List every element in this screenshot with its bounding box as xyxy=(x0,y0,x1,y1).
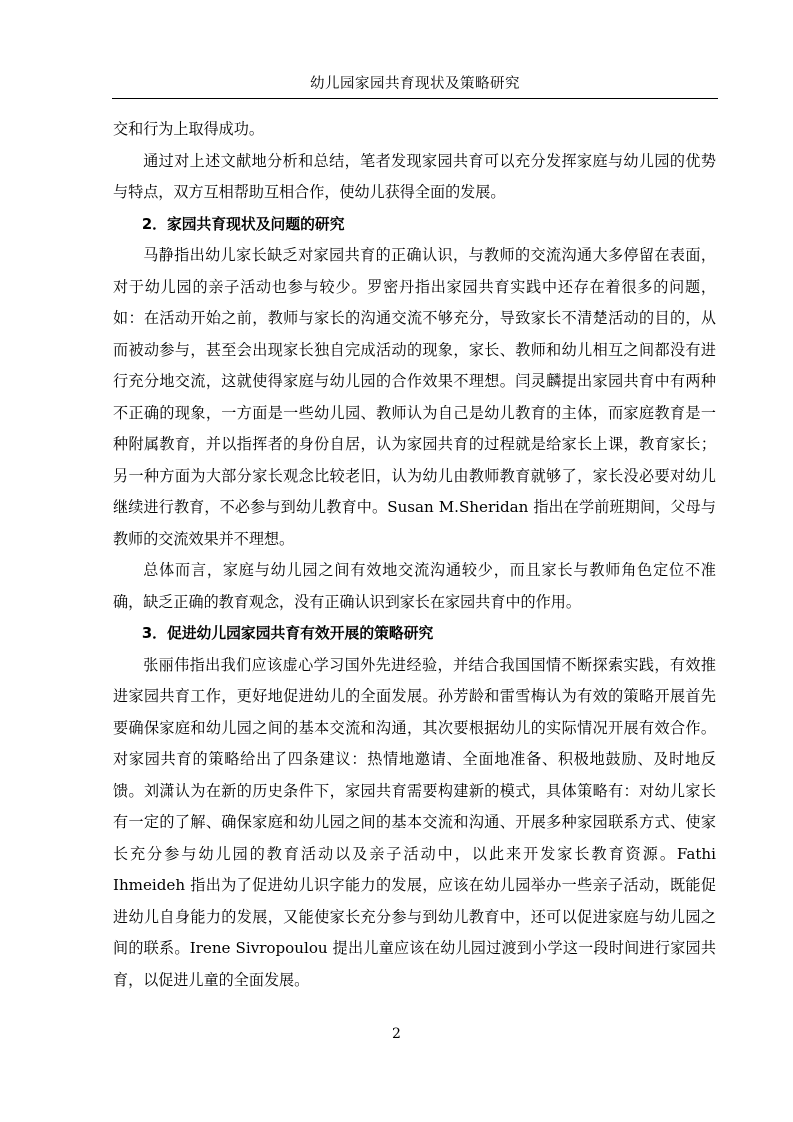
page-number: 2 xyxy=(392,1026,401,1042)
running-header: 幼儿园家园共育现状及策略研究 xyxy=(310,76,520,92)
paragraph-status-problems: 马静指出幼儿家长缺乏对家园共育的正确认识，与教师的交流沟通大多停留在表面，对于幼儿园的亲子活动也参与较少。罗密丹指出家园共育实践中还存在着很多的问题，如：在活动开始之前，教师与家长的沟通交流不够充分，导致家长不清楚活动的目的，从而被动参与，甚至会出现家长独自完成活动的现象，家长、教师和幼儿相互之间都没有进行充分地交流，这就使得家庭与幼儿园的合作效果不理想。闫灵麟提出家园共育中有两种不正确的现象，一方面是一些幼儿园、教师认为自己是幼儿教育的主体，而家庭教育是一种附属教育，并以指挥者的身份自居，认为家园共育的过程就是给家长上课，教育家长；另一种方面为大部分家长观念比较老旧，认为幼儿由教师教育就够了，家长没必要对幼儿继续进行教育，不必参与到幼儿教育中。Susan M.Sheridan 指出在学前班期间，父母与教师的交流效果并不理想。 xyxy=(113,246,716,548)
paragraph-strategies: 张丽伟指出我们应该虚心学习国外先进经验，并结合我国国情不断探索实践，有效推进家园共育工作，更好地促进幼儿的全面发展。孙芳龄和雷雪梅认为有效的策略开展首先要确保家庭和幼儿园之间的基本交流和沟通，其次要根据幼儿的实际情况开展有效合作。对家园共育的策略给出了四条建议：热情地邀请、全面地准备、积极地鼓励、及时地反馈。刘潇认为在新的历史条件下，家园共育需要构建新的模式，具体策略有：对幼儿家长有一定的了解、确保家庭和幼儿园之间的基本交流和沟通、开展多种家园联系方式、使家长充分参与幼儿园的教育活动以及亲子活动中，以此来开发家长教育资源。Fathi Ihmeideh 指出为了促进幼儿识字能力的发展，应该在幼儿园举办一些亲子活动，既能促进幼儿自身能力的发展，又能使家长充分参与到幼儿教育中，还可以促进家庭与幼儿园之间的联系。Irene Sivropoulou 提出儿童应该在幼儿园过渡到小学这一段时间进行家园共育，以促进儿童的全面发展。 xyxy=(113,655,716,989)
body-text xyxy=(113,114,716,996)
section-heading-3: 3．促进幼儿园家园共育有效开展的策略研究 xyxy=(141,625,434,642)
section-heading-2: 2．家园共育现状及问题的研究 xyxy=(141,215,345,233)
paragraph-summary: 通过对上述文献地分析和总结，笔者发现家园共育可以充分发挥家庭与幼儿园的优势与特点，双方互相帮助互相合作，使幼儿获得全面的发展。 xyxy=(113,151,716,201)
paragraph-overall: 总体而言，家庭与幼儿园之间有效地交流沟通较少，而且家长与教师角色定位不准确，缺乏正确的教育观念，没有正确认识到家长在家园共育中的作用。 xyxy=(113,561,716,611)
header-rule xyxy=(112,98,718,99)
paragraph-continuation: 交和行为上取得成功。 xyxy=(113,120,264,138)
